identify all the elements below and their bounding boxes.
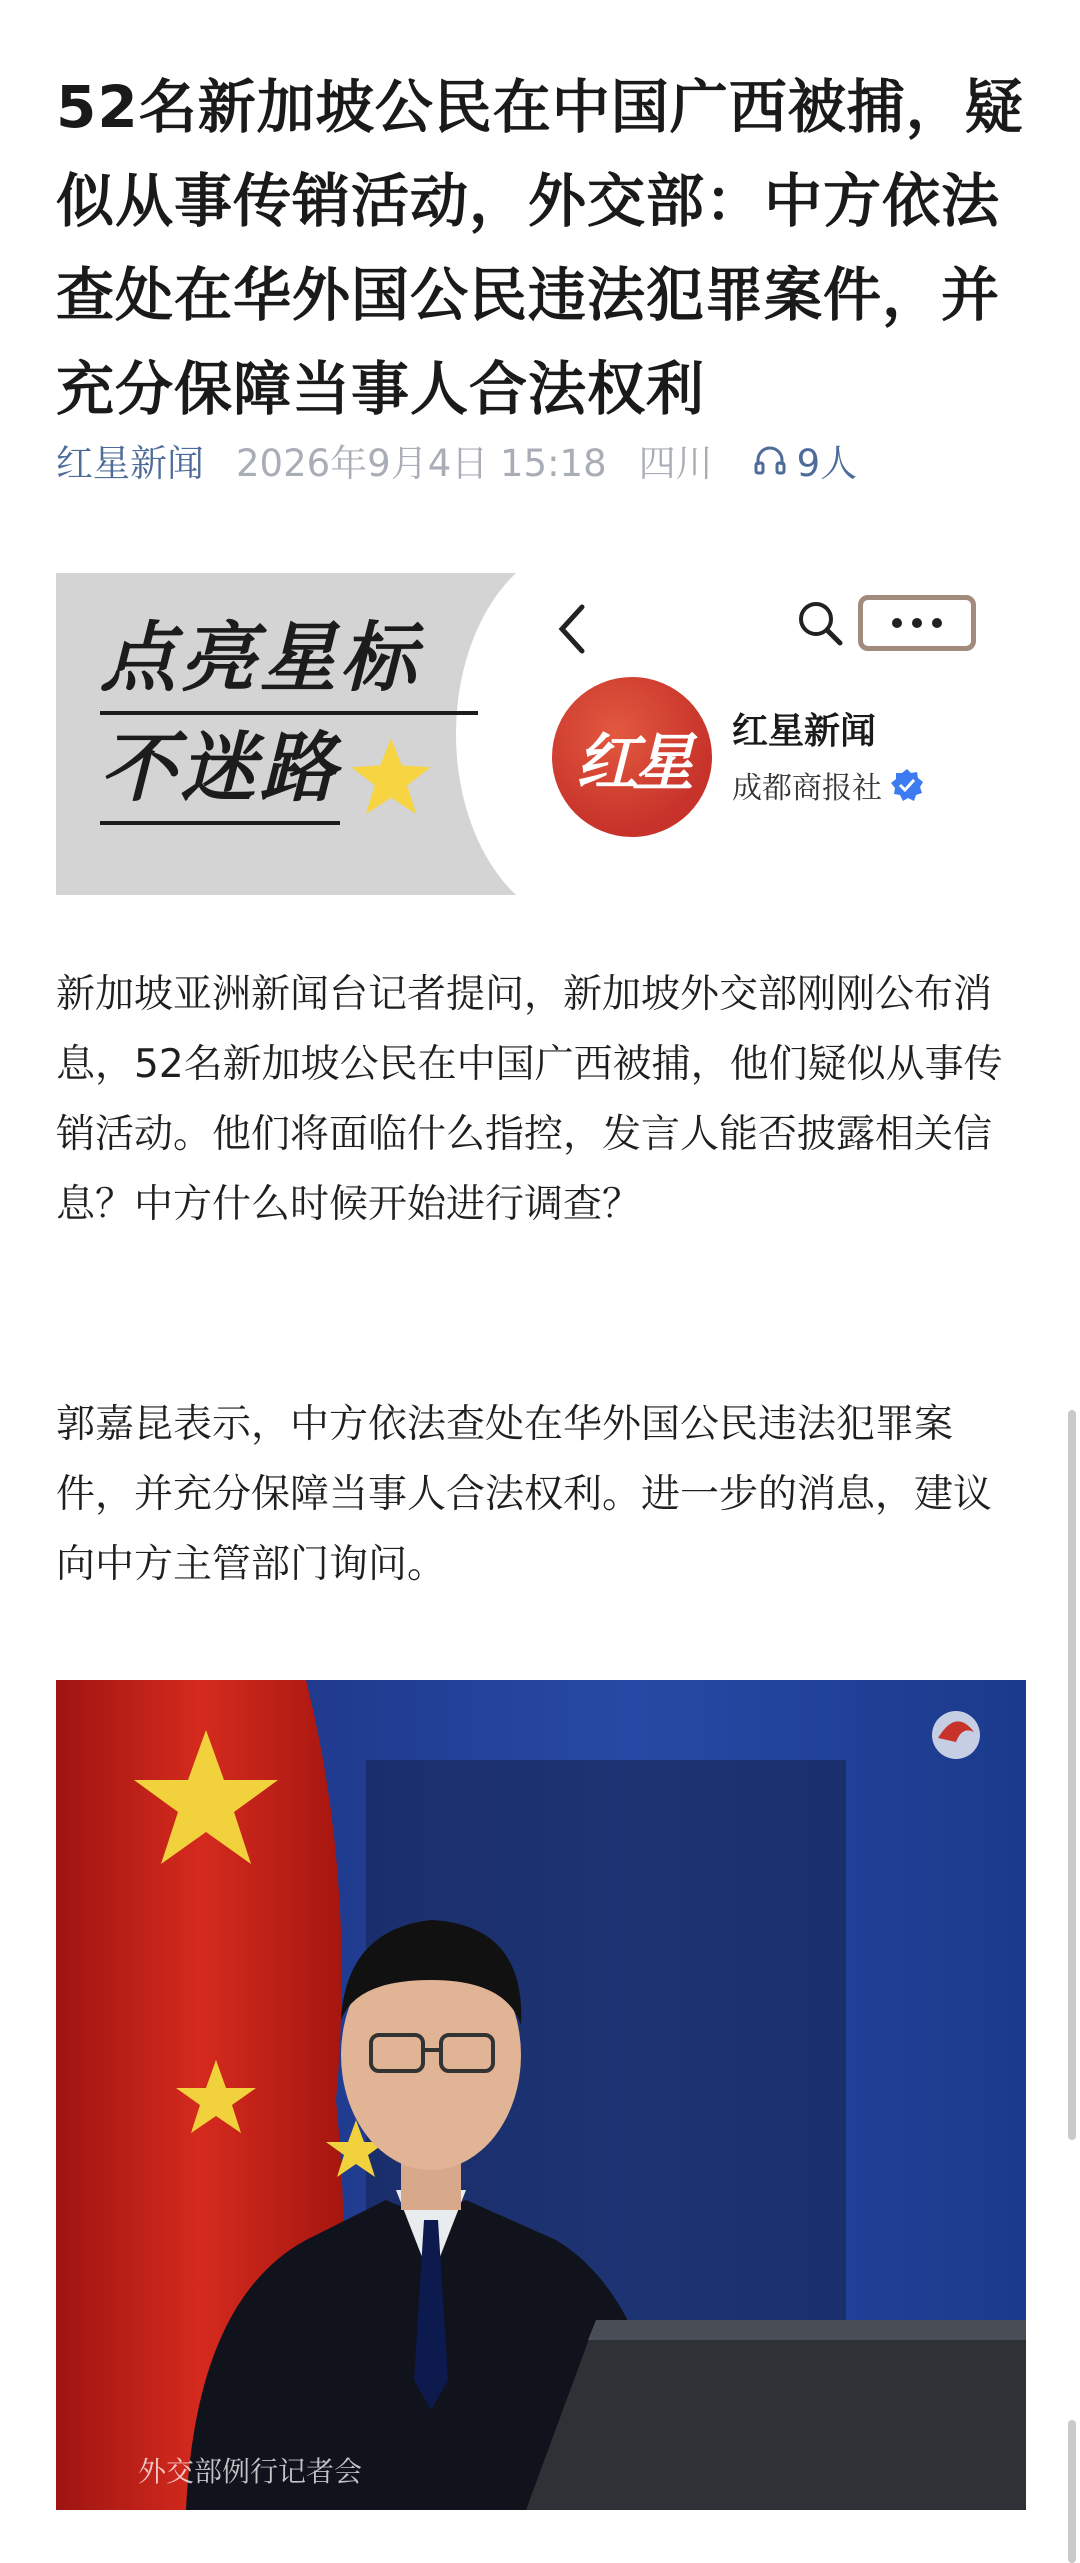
photo-caption: 外交部例行记者会 <box>138 2455 363 2488</box>
press-conference-photo <box>56 1680 1026 2510</box>
publish-time: 2026年9月4日 15:18 <box>236 442 607 485</box>
verified-icon <box>890 768 924 802</box>
account-avatar[interactable] <box>552 677 712 837</box>
slogan-underline <box>100 711 478 715</box>
slogan-line-2: 不迷路 <box>100 723 340 812</box>
article-meta <box>56 425 857 495</box>
account-org <box>732 763 924 807</box>
headphones-icon <box>753 443 787 477</box>
more-icon <box>887 616 947 630</box>
account-name[interactable]: 红星新闻 <box>732 711 877 752</box>
slogan-underline <box>100 821 340 825</box>
avatar-text: 红星 <box>575 725 688 799</box>
scrollbar-thumb[interactable] <box>1068 1410 1076 2140</box>
more-button[interactable] <box>858 595 976 651</box>
follow-account-banner[interactable] <box>56 573 1026 895</box>
star-icon <box>346 733 436 823</box>
article-source-link[interactable]: 红星新闻 <box>56 442 204 485</box>
slogan-line-1: 点亮星标 <box>100 613 420 702</box>
ip-region: 四川 <box>638 442 713 485</box>
search-icon[interactable] <box>794 597 848 651</box>
account-org-label: 成都商报社 <box>732 771 882 806</box>
listen-button[interactable] <box>753 433 858 487</box>
watermark-logo-icon <box>932 1711 980 1759</box>
scrollbar-thumb[interactable] <box>1068 2420 1076 2563</box>
listener-count: 9人 <box>796 442 858 485</box>
article-photo[interactable] <box>56 1680 1026 2510</box>
back-icon[interactable] <box>554 601 594 657</box>
article-paragraph: 新加坡亚洲新闻台记者提问，新加坡外交部刚刚公布消息，52名新加坡公民在中国广西被捕，他们疑似从事传销活动。他们将面临什么指控，发言人能否披露相关信息？中方什么时候开始进行调查？ <box>56 972 1003 1227</box>
article-title: 52名新加坡公民在中国广西被捕，疑似从事传销活动，外交部：中方依法查处在华外国公民违法犯罪案件，并充分保障当事人合法权利 <box>56 73 1024 423</box>
article-paragraph: 郭嘉昆表示，中方依法查处在华外国公民违法犯罪案件，并充分保障当事人合法权利。进一步的消息，建议向中方主管部门询问。 <box>56 1402 993 1587</box>
